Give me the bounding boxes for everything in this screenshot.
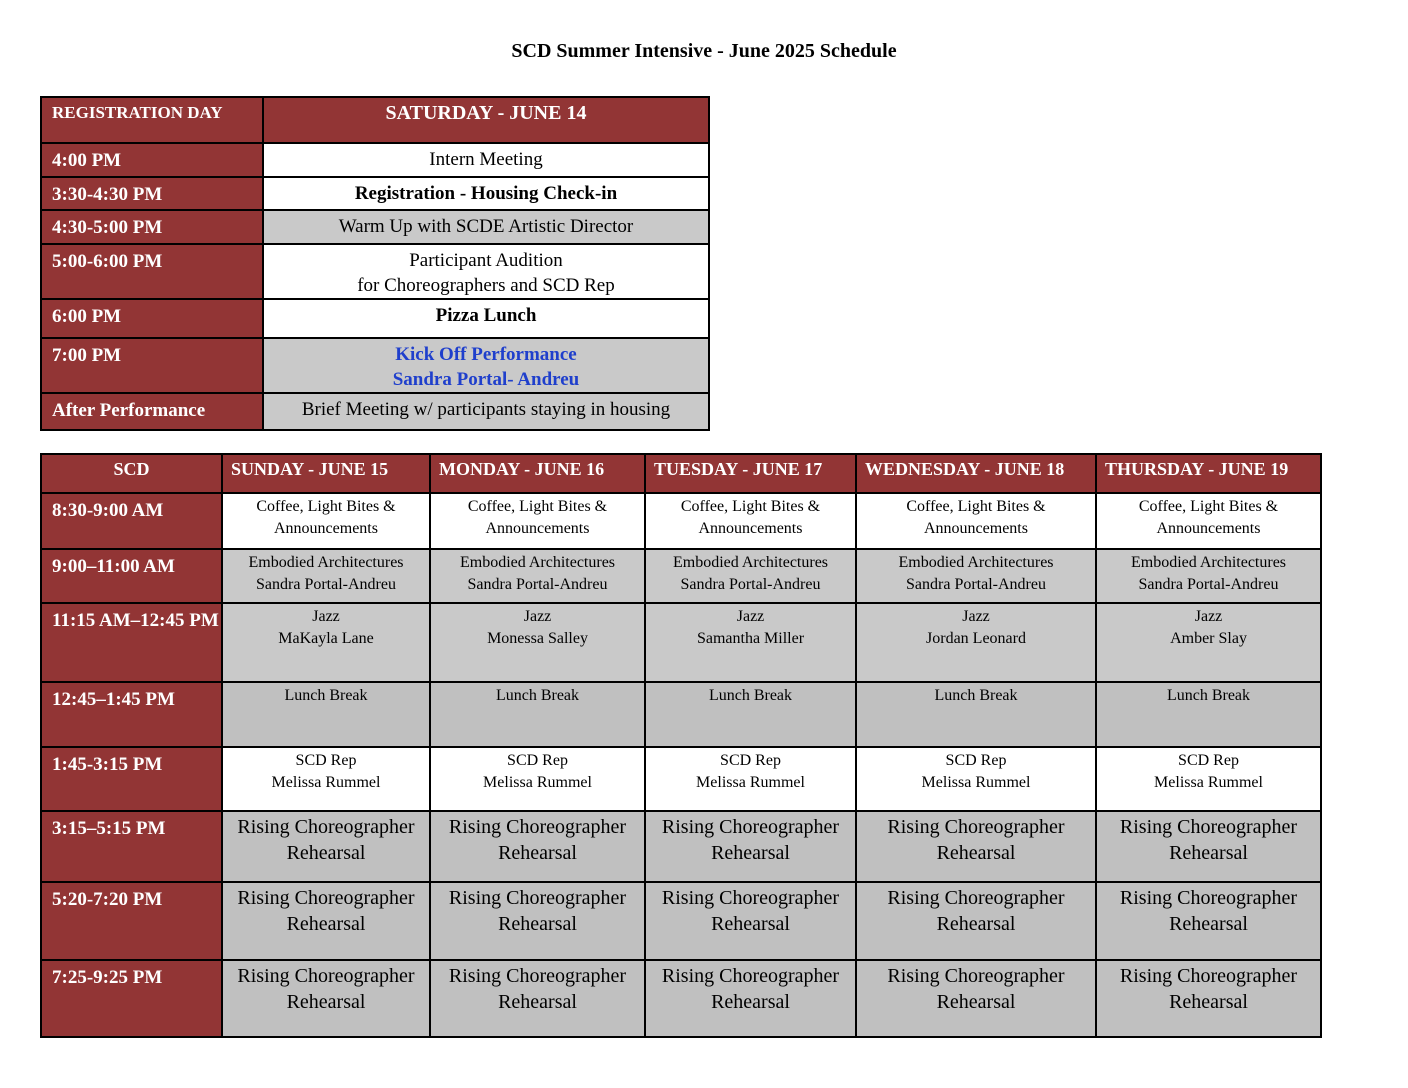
registration-schedule-table [40,96,710,431]
session-line: Jazz [1194,608,1223,625]
session-line: Rehearsal [286,991,366,1013]
session-line: Rising Choreographer [887,816,1065,838]
session-line: Coffee, Light Bites & [680,498,821,515]
session-line: Announcements [485,520,590,537]
kickoff-performance-cell [263,338,709,393]
time-cell: 7:25-9:25 PM [41,960,222,1037]
session-cell [856,882,1096,960]
day-header: SUNDAY - JUNE 15 [222,454,430,493]
session-cell [645,882,856,960]
session-line: Rehearsal [1169,913,1248,935]
session-line: Coffee, Light Bites & [906,498,1046,515]
session-line: Rising Choreographer [1119,816,1298,838]
session-cell [430,747,645,811]
session-cell [430,811,645,882]
weekly-schedule-table [40,453,1322,1038]
time-cell: 9:00–11:00 AM [41,549,222,603]
session-cell [856,549,1096,603]
saturday-header: SATURDAY - JUNE 14 [263,97,709,143]
event-line: Kick Off Performance [395,344,577,365]
session-line: MaKayla Lane [278,630,374,647]
day-header: THURSDAY - JUNE 19 [1096,454,1321,493]
session-line: Sandra Portal-Andreu [256,576,396,593]
session-line: Rising Choreographer [1119,965,1298,987]
day-header: MONDAY - JUNE 16 [430,454,645,493]
day-header: TUESDAY - JUNE 17 [645,454,856,493]
session-cell [222,493,430,549]
session-cell: Lunch Break [1096,682,1321,747]
session-line: Melissa Rummel [483,774,592,791]
session-cell: Lunch Break [856,682,1096,747]
session-line: Rehearsal [711,842,790,864]
session-line: Announcements [924,520,1028,537]
session-line: SCD Rep [507,752,568,769]
session-cell [856,811,1096,882]
session-line: Coffee, Light Bites & [467,498,608,515]
session-cell [1096,811,1321,882]
session-line: Announcements [274,520,378,537]
session-line: Coffee, Light Bites & [1138,498,1279,515]
session-line: SCD Rep [945,752,1007,769]
session-line: Jazz [736,608,765,625]
time-cell: 8:30-9:00 AM [41,493,222,549]
session-line: Rehearsal [286,913,366,935]
session-line: Rising Choreographer [661,965,840,987]
session-cell [1096,882,1321,960]
session-line: Rehearsal [498,842,577,864]
session-cell [430,960,645,1037]
time-cell: 5:20-7:20 PM [41,882,222,960]
session-line: Rising Choreographer [237,816,415,838]
session-cell [645,811,856,882]
session-line: SCD Rep [1178,752,1239,769]
session-line: Coffee, Light Bites & [256,498,396,515]
session-line: Sandra Portal-Andreu [467,576,608,593]
session-cell [430,549,645,603]
session-line: Sandra Portal-Andreu [680,576,821,593]
session-line: Sandra Portal-Andreu [906,576,1046,593]
session-line: Melissa Rummel [696,774,805,791]
session-cell [1096,549,1321,603]
session-cell [1096,960,1321,1037]
session-line: Melissa Rummel [921,774,1031,791]
session-line: Rehearsal [711,913,790,935]
session-line: Rising Choreographer [237,965,415,987]
session-line: Rising Choreographer [887,965,1065,987]
session-cell [222,882,430,960]
session-cell [856,960,1096,1037]
session-line: Melissa Rummel [1154,774,1263,791]
session-line: Rehearsal [711,991,790,1013]
session-line: SCD Rep [720,752,781,769]
event-line: Participant Audition [409,250,563,271]
session-line: Rising Choreographer [1119,887,1298,909]
session-cell [222,747,430,811]
session-line: Jordan Leonard [926,630,1026,647]
session-line: Monessa Salley [487,630,588,647]
session-line: SCD Rep [295,752,357,769]
event-line: Sandra Portal- Andreu [392,369,580,390]
time-cell: 12:45–1:45 PM [41,682,222,747]
time-cell: 3:30-4:30 PM [41,177,263,210]
session-line: Announcements [698,520,803,537]
session-line: Rehearsal [936,842,1016,864]
session-line: Rehearsal [1169,991,1248,1013]
event-cell [263,244,709,299]
session-cell [1096,747,1321,811]
session-cell [645,960,856,1037]
event-cell: Warm Up with SCDE Artistic Director [263,210,709,244]
session-line: Jazz [962,608,990,625]
session-line: Embodied Architectures [459,554,616,571]
session-line: Rehearsal [936,913,1016,935]
session-cell [856,493,1096,549]
session-cell [645,493,856,549]
time-cell: 4:30-5:00 PM [41,210,263,244]
session-cell [222,603,430,682]
session-cell: Lunch Break [222,682,430,747]
session-cell [645,747,856,811]
session-line: Melissa Rummel [271,774,381,791]
session-line: Amber Slay [1170,630,1247,647]
session-cell [856,603,1096,682]
session-cell [222,811,430,882]
time-cell: 3:15–5:15 PM [41,811,222,882]
time-cell: 1:45-3:15 PM [41,747,222,811]
event-cell: Brief Meeting w/ participants staying in housing [263,393,709,430]
session-cell [1096,603,1321,682]
session-line: Rehearsal [498,913,577,935]
time-cell: After Performance [41,393,263,430]
session-line: Announcements [1156,520,1261,537]
session-line: Rising Choreographer [661,816,840,838]
session-line: Rising Choreographer [448,816,627,838]
event-cell: Registration - Housing Check-in [263,177,709,210]
session-cell [645,603,856,682]
session-line: Rising Choreographer [237,887,415,909]
time-cell: 11:15 AM–12:45 PM [41,603,222,682]
session-line: Rising Choreographer [448,887,627,909]
day-header: WEDNESDAY - JUNE 18 [856,454,1096,493]
session-line: Embodied Architectures [1130,554,1287,571]
session-line: Rising Choreographer [661,887,840,909]
time-cell: 4:00 PM [41,143,263,177]
session-line: Rehearsal [498,991,577,1013]
session-line: Rehearsal [1169,842,1248,864]
session-line: Embodied Architectures [898,554,1054,571]
session-cell: Lunch Break [645,682,856,747]
session-cell [222,960,430,1037]
session-cell [430,493,645,549]
session-cell: Lunch Break [430,682,645,747]
event-line: for Choreographers and SCD Rep [357,275,615,296]
session-line: Rising Choreographer [448,965,627,987]
session-cell [856,747,1096,811]
event-cell: Intern Meeting [263,143,709,177]
session-cell [430,603,645,682]
session-line: Embodied Architectures [672,554,829,571]
time-cell: 6:00 PM [41,299,263,338]
session-line: Rising Choreographer [887,887,1065,909]
session-line: Jazz [312,608,340,625]
registration-day-label: REGISTRATION DAY [41,97,263,143]
event-cell: Pizza Lunch [263,299,709,338]
time-cell: 5:00-6:00 PM [41,244,263,299]
page-title: SCD Summer Intensive - June 2025 Schedule [511,40,897,62]
session-cell [1096,493,1321,549]
session-cell [645,549,856,603]
session-line: Sandra Portal-Andreu [1138,576,1279,593]
session-line: Jazz [523,608,552,625]
session-line: Rehearsal [286,842,366,864]
session-cell [430,882,645,960]
time-cell: 7:00 PM [41,338,263,393]
session-cell [222,549,430,603]
corner-header: SCD [41,454,222,493]
session-line: Embodied Architectures [248,554,404,571]
session-line: Rehearsal [936,991,1016,1013]
session-line: Samantha Miller [696,630,805,647]
